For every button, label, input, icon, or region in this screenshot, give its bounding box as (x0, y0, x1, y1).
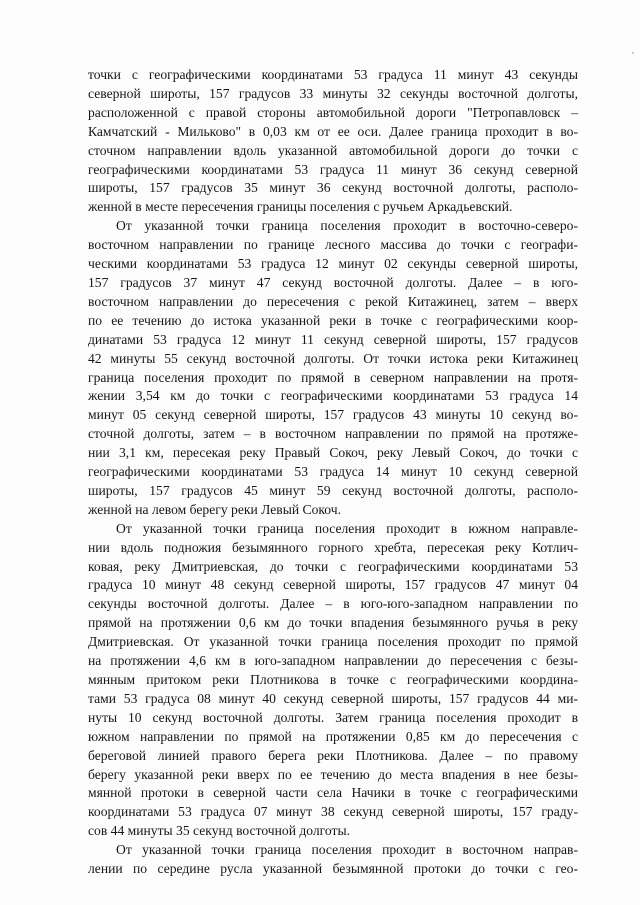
text-line: нии вдоль подножия безымянного горного хребта, пересекая реку Котлич- (88, 539, 578, 555)
text-line: по ее течению до истока указанной реки в точке с географическими коор- (88, 312, 578, 328)
text-line: градуса 10 минут 48 секунд северной широты, 157 градусов 47 минут 04 (88, 577, 578, 593)
text-line: женной на левом берегу реки Левый Сокоч. (88, 501, 341, 517)
paragraph-4 (88, 841, 578, 879)
text-line: северной широты, 157 градусов 33 минуты 32 секунды восточной долготы, (88, 85, 578, 101)
text-line: 157 градусов 37 минут 47 секунд восточной долготы. Далее – в юго- (88, 274, 578, 290)
text-line: географическими координатами 53 градуса 14 минут 10 секунд северной (88, 464, 578, 480)
paragraph-2 (88, 217, 578, 520)
scan-speck (632, 52, 634, 54)
text-line: сточной долготы, затем – в восточном направлении по прямой на протяже- (88, 426, 578, 442)
text-line: на протяжении 4,6 км в юго-западном направлении до пересечения с безы- (88, 653, 578, 669)
text-line: От указанной точки граница поселения проходит в восточном направ- (116, 842, 578, 858)
text-line: тами 53 градуса 08 минут 40 секунд северной широты, 157 градусов 44 ми- (88, 690, 578, 706)
text-line: ковая, реку Дмитриевская, до точки с географическими координатами 53 (88, 558, 578, 574)
text-line: минут 05 секунд северной широты, 157 градусов 43 минуты 10 секунд во- (88, 407, 578, 423)
text-line: От указанной точки граница поселения проходит в восточно-северо- (116, 218, 578, 234)
document-body (88, 66, 578, 879)
text-line: лении по середине русла указанной безымянной протоки до точки с гео- (88, 861, 578, 877)
text-line: южном направлении по прямой на протяжении 0,85 км до пересечения с (88, 728, 578, 744)
text-line: женной в месте пересечения границы поселения с ручьем Аркадьевский. (88, 199, 513, 215)
text-line: нуты 10 секунд восточной долготы. Затем граница поселения проходит в (88, 709, 578, 725)
text-line: ческими координатами 53 градуса 12 минут 02 секунды северной широты, (88, 256, 578, 272)
text-line: географическими координатами 53 градуса 11 минут 36 секунд северной (88, 161, 578, 177)
text-line: Дмитриевская. От указанной точки граница поселения проходит по прямой (88, 634, 578, 650)
text-line: восточном направлении до пересечения с рекой Китажинец, затем – вверх (88, 293, 578, 309)
text-line: мянной протоки в северной части села Начики в точке с географическими (88, 785, 578, 801)
text-line: секунды восточной долготы. Далее – в юго-юго-западном направлении по (88, 596, 578, 612)
text-line: сточном направлении вдоль указанной автомобильной дороги до точки с (88, 142, 578, 158)
text-line: расположенной с правой стороны автомобильной дороги "Петропавловск – (88, 104, 578, 120)
text-line: широты, 157 градусов 45 минут 59 секунд восточной долготы, располо- (88, 482, 578, 498)
text-line: жении 3,54 км до точки с географическими координатами 53 градуса 14 (88, 388, 578, 404)
text-line: точки с географическими координатами 53 градуса 11 минут 43 секунды (88, 67, 578, 82)
text-line: граница поселения проходит по прямой в северном направлении на протя- (88, 369, 578, 385)
text-line: Камчатский - Мильково" в 0,03 км от ее оси. Далее граница проходит в во- (88, 123, 578, 139)
text-line: 42 минуты 55 секунд восточной долготы. От точки истока реки Китажинец (88, 350, 578, 366)
text-line: сов 44 минуты 35 секунд восточной долготы. (88, 823, 351, 839)
text-line: нии 3,1 км, пересекая реку Правый Сокоч, реку Левый Сокоч, до точки с (88, 445, 578, 461)
text-line: координатами 53 градуса 07 минут 38 секунд северной широты, 157 граду- (88, 804, 578, 820)
text-line: От указанной точки граница поселения проходит в южном направле- (116, 520, 578, 536)
paragraph-1 (88, 66, 578, 217)
text-line: широты, 157 градусов 35 минут 36 секунд восточной долготы, располо- (88, 180, 578, 196)
text-line: береговой линией правого берега реки Плотникова. Далее – по правому (88, 747, 578, 763)
text-line: прямой на протяжении 0,6 км до точки впадения безымянного ручья в реку (88, 615, 578, 631)
text-line: мянным притоком реки Плотникова в точке с географическими координа- (88, 672, 578, 687)
paragraph-3 (88, 520, 578, 841)
text-line: берегу указанной реки вверх по ее течению до места впадения в нее безы- (88, 766, 578, 782)
text-line: динатами 53 градуса 12 минут 11 секунд северной широты, 157 градусов (88, 331, 578, 347)
text-line: восточном направлении по границе лесного массива до точки с географи- (88, 237, 578, 253)
